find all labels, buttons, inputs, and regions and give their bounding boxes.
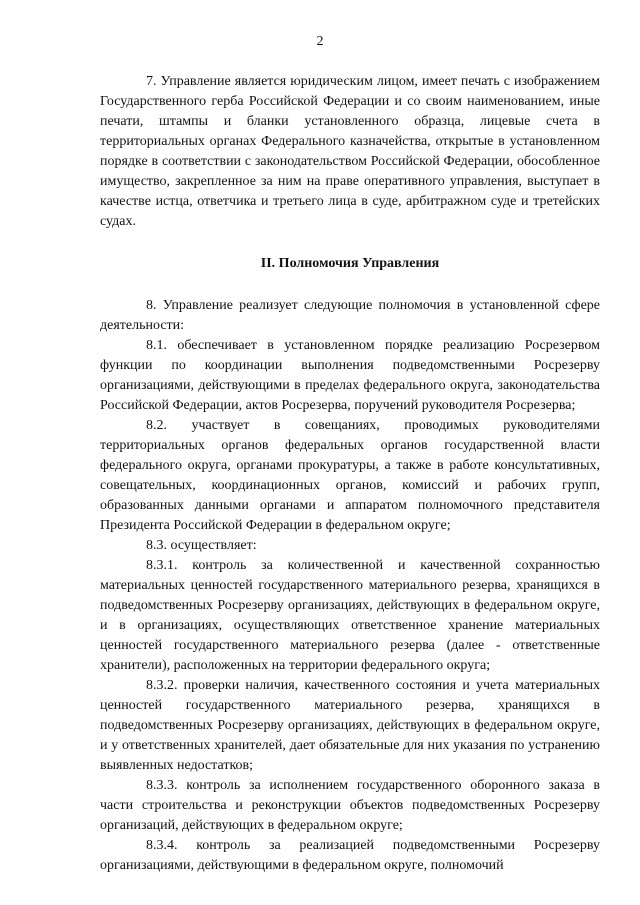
paragraph-8-3: 8.3. осуществляет: xyxy=(146,538,257,553)
paragraph-8: 8. Управление реализует следующие полномочия в установленной сфере деятельности: xyxy=(100,298,600,333)
paragraph-8-3-3: 8.3.3. контроль за исполнением государственного оборонного заказа в части строительства и реконструкции объектов подведомственных Росрезерву организаций, действующих в федеральном округе; xyxy=(100,778,600,833)
paragraph-8-3-4: 8.3.4. контроль за реализацией подведомственными Росрезерву организациями, действующими в федеральном округе, полномочий xyxy=(100,838,600,873)
section-heading: II. Полномочия Управления xyxy=(260,256,440,271)
paragraph-8-3-2: 8.3.2. проверки наличия, качественного состояния и учета материальных ценностей государственного материального резерва, хранящихся в подведомственных Росрезерву организациях, действующих в федеральном округе, и у ответственных хранителей, дает обязательные для них указания по устранению выявленных недостатков; xyxy=(100,678,600,773)
paragraph-7: 7. Управление является юридическим лицом, имеет печать с изображением Государственного герба Российской Федерации и со своим наименованием, иные печати, штампы и бланки установленного образца, лицевые счета в территориальных органах Федерального казначейства, открытые в установленном порядке в соответствии с законодательством Российской Федерации, обособленное имущество, закрепленное за ним на праве оперативного управления, выступает в качестве истца, ответчика и третьего лица в суде, арбитражном суде и третейских судах. xyxy=(100,74,600,229)
paragraph-8-3-1: 8.3.1. контроль за количественной и качественной сохранностью материальных ценностей государственного материального резерва, хранящихся в подведомственных Росрезерву организациях, действующих в федеральном округе, и в организациях, осуществляющих ответственное хранение материальных ценностей государственного материального резерва (далее - ответственные хранители), расположенных на территории федерального округа; xyxy=(100,558,600,673)
paragraph-8-1: 8.1. обеспечивает в установленном порядке реализацию Росрезервом функции по координации выполнения подведомственными Росрезерву организациями, действующими в пределах федерального округа, законодательства Российской Федерации, актов Росрезерва, поручений руководителя Росрезерва; xyxy=(100,338,600,413)
paragraph-8-2: 8.2. участвует в совещаниях, проводимых руководителями территориальных органов федеральных органов государственной власти федерального округа, органами прокуратуры, а также в работе консультативных, совещательных, координационных органов, комиссий и рабочих групп, образованных данными органами и аппаратом полномочного представителя Президента Российской Федерации в федеральном округе; xyxy=(100,418,600,533)
page-number: 2 xyxy=(316,34,324,49)
document-body xyxy=(100,72,600,876)
